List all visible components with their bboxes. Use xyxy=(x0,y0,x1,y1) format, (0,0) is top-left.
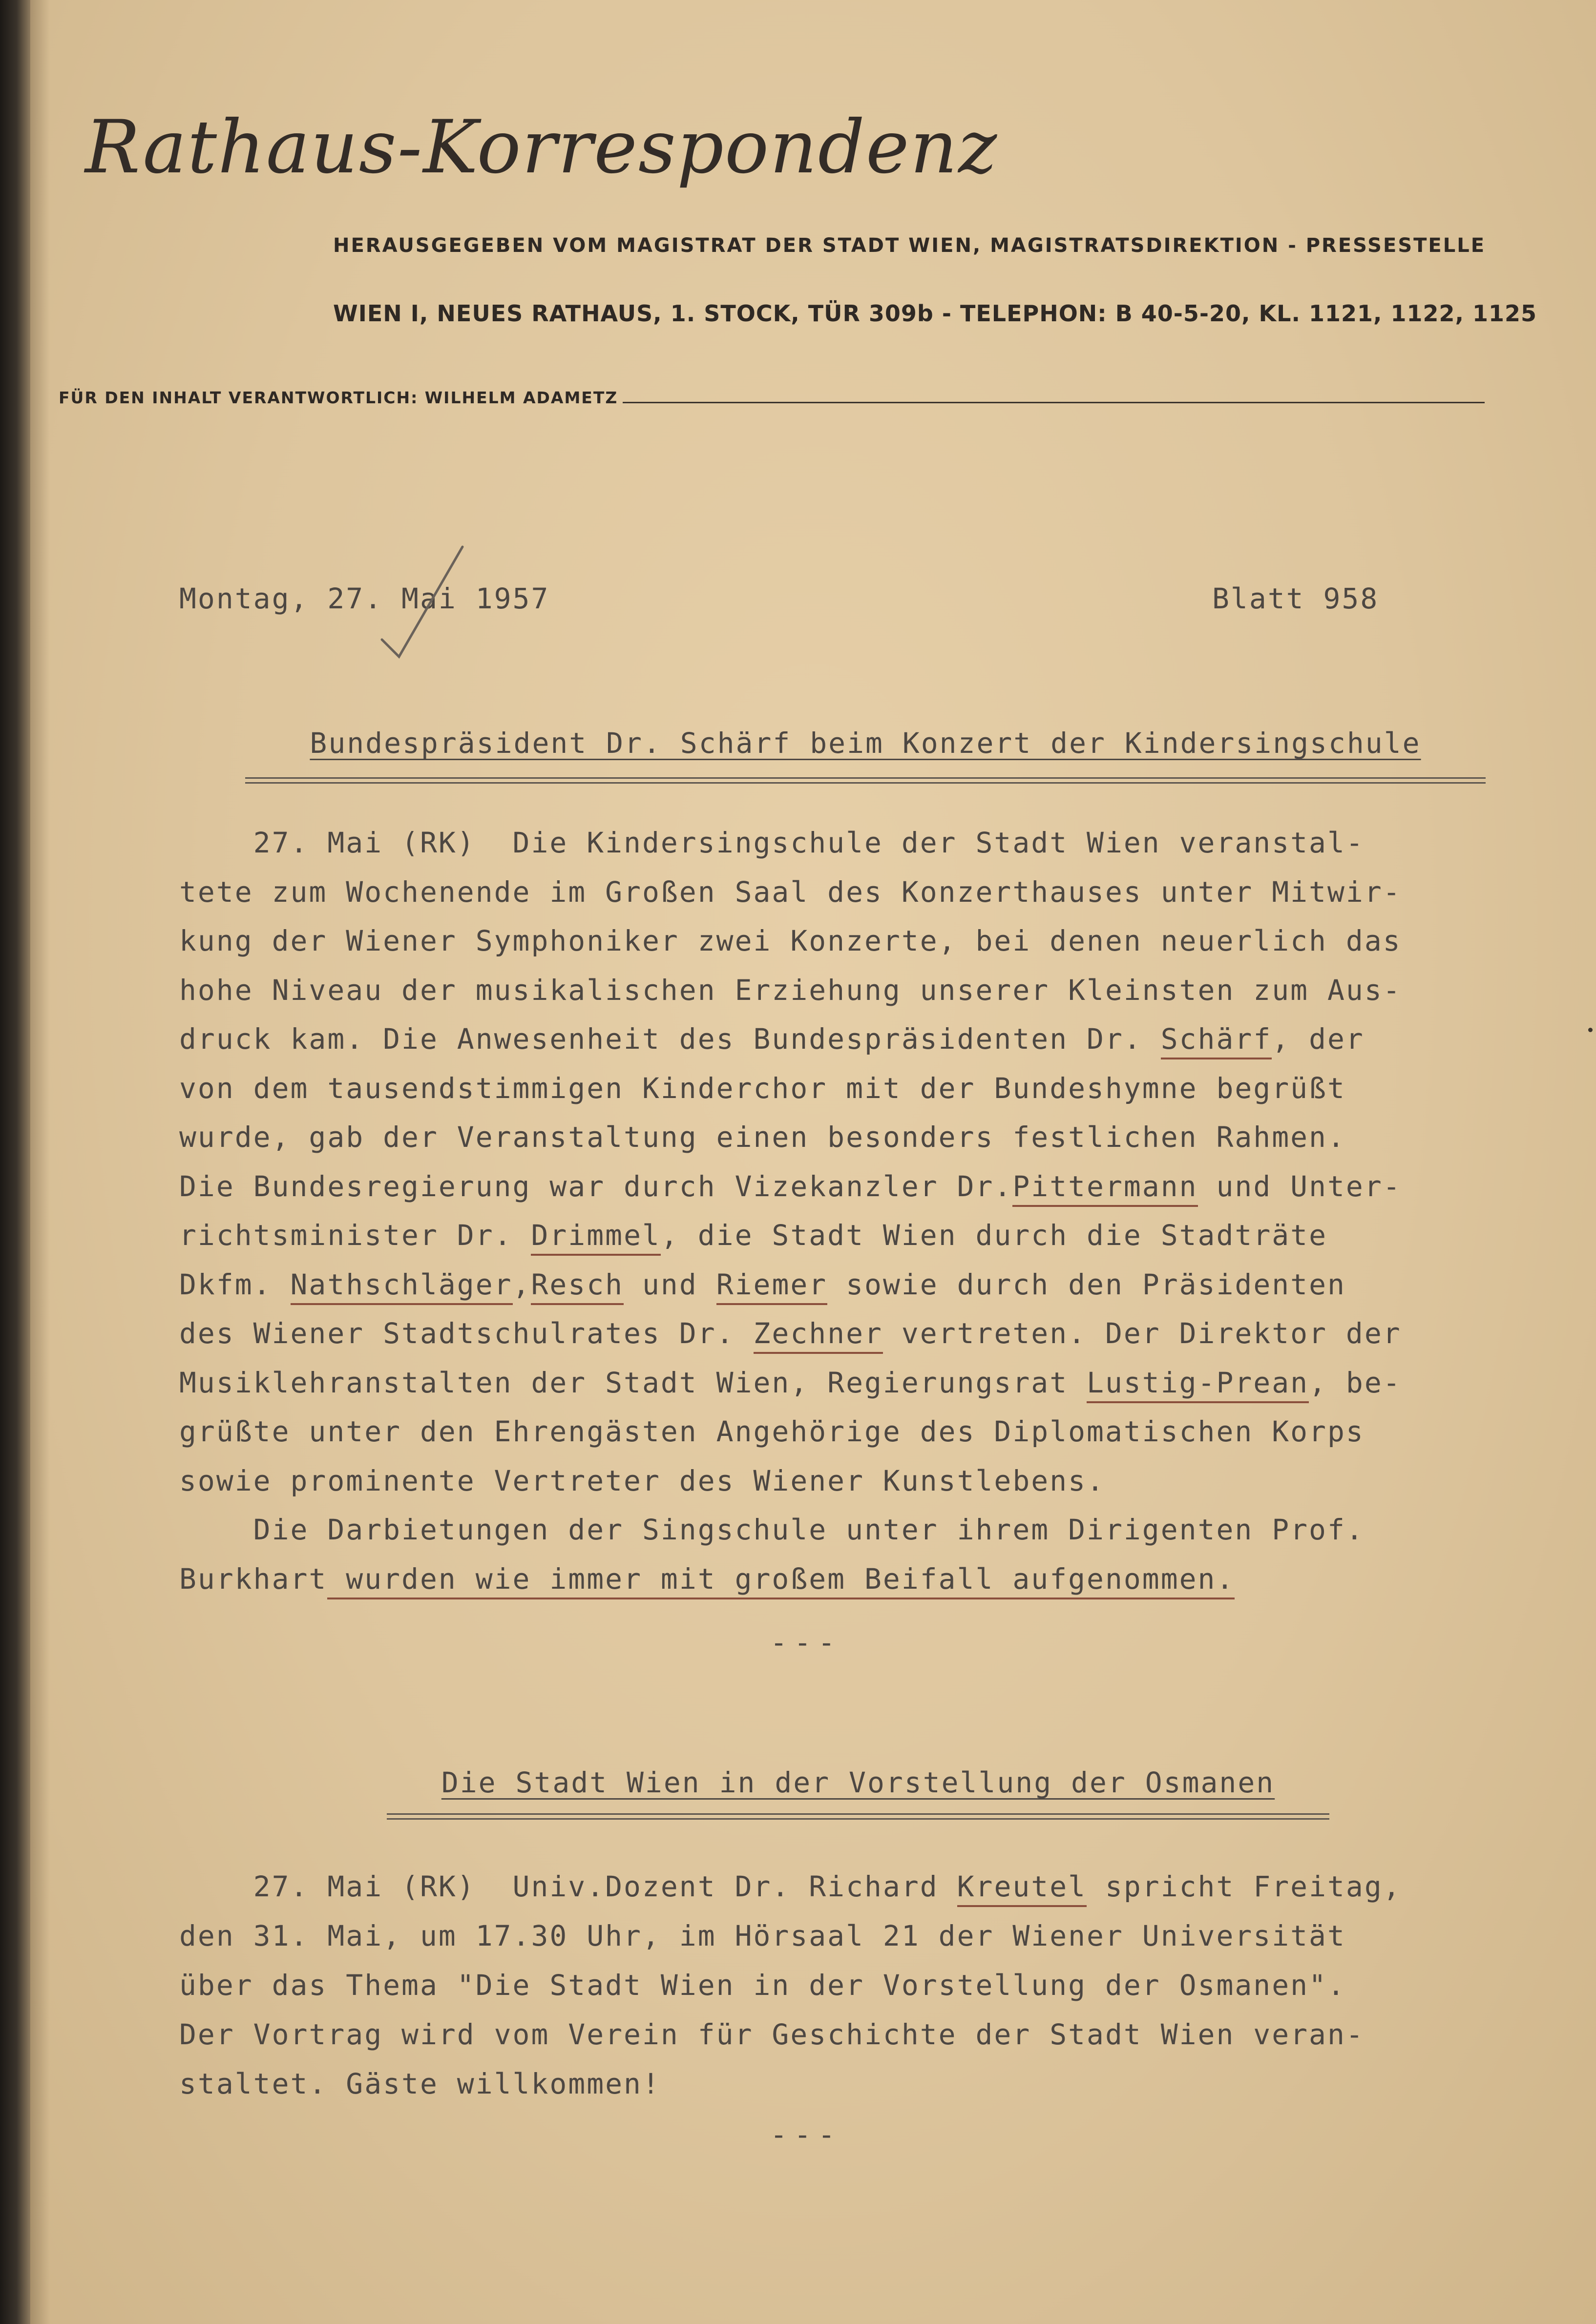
masthead-title: Rathaus-Korrespondenz xyxy=(85,105,998,190)
text-segment: den 31. Mai, um 17.30 Uhr, im Hörsaal 21 der Wiener Universität xyxy=(179,1919,1346,1952)
text-line xyxy=(179,1022,1365,1056)
text-line xyxy=(179,1366,1402,1399)
responsible-line: FÜR DEN INHALT VERANTWORTLICH: WILHELM ADAMETZ xyxy=(59,388,618,407)
text-segment: 27. Mai (RK) Die Kindersingschule der Stadt Wien veranstal- xyxy=(179,826,1365,859)
person-name: Riemer xyxy=(716,1268,828,1305)
title-double-rule xyxy=(387,1813,1329,1820)
text-line xyxy=(179,2020,1365,2049)
text-line xyxy=(179,1417,1365,1446)
text-segment: Musiklehranstalten der Stadt Wien, Regierungsrat xyxy=(179,1366,1087,1399)
text-line xyxy=(179,826,1365,859)
person-name: Lustig-Prean xyxy=(1087,1366,1309,1403)
article-title: Die Stadt Wien in der Vorstellung der Osmanen xyxy=(441,1766,1275,1799)
person-name: wurden wie immer mit großem Beifall aufgenommen. xyxy=(327,1562,1235,1599)
title-double-rule xyxy=(245,777,1486,784)
responsible-row xyxy=(59,378,1485,407)
checkmark-icon xyxy=(372,542,470,664)
text-segment: Der Vortrag wird vom Verein für Geschichte der Stadt Wien veran- xyxy=(179,2018,1365,2051)
text-line xyxy=(179,1319,1402,1348)
divider xyxy=(623,402,1485,403)
person-name: Nathschläger xyxy=(291,1268,513,1305)
text-segment: , xyxy=(512,1267,531,1301)
text-line xyxy=(179,1515,1365,1544)
address-line: WIEN I, NEUES RATHAUS, 1. STOCK, TÜR 309b - TELEPHON: B 40-5-20, KL. 1121, 1122, 1125 xyxy=(333,300,1537,327)
text-segment: hohe Niveau der musikalischen Erziehung unserer Kleinsten zum Aus- xyxy=(179,973,1402,1007)
text-segment: Burkhart xyxy=(179,1562,328,1596)
text-segment: von dem tausendstimmigen Kinderchor mit der Bundeshymne begrüßt xyxy=(179,1071,1346,1105)
text-segment: druck kam. Die Anwesenheit des Bundespräsidenten Dr. xyxy=(179,1022,1161,1056)
text-segment: des Wiener Stadtschulrates Dr. xyxy=(179,1317,754,1350)
article-separator: --- xyxy=(770,1626,842,1659)
text-segment: 27. Mai (RK) Univ.Dozent Dr. Richard xyxy=(179,1870,957,1903)
text-line xyxy=(179,1464,1105,1497)
text-line xyxy=(179,1071,1346,1105)
text-segment: sowie durch den Präsidenten xyxy=(827,1267,1346,1301)
text-segment: , der xyxy=(1272,1022,1365,1056)
text-line xyxy=(179,1872,1402,1901)
person-name: Drimmel xyxy=(531,1219,660,1256)
text-segment: richtsminister Dr. xyxy=(179,1219,531,1252)
text-segment: über das Thema "Die Stadt Wien in der Vorstellung der Osmanen". xyxy=(179,1969,1346,2002)
scan-binding-edge xyxy=(0,0,30,2324)
text-segment: und Unter- xyxy=(1197,1169,1402,1203)
person-name: Schärf xyxy=(1161,1022,1272,1059)
text-segment: kung der Wiener Symphoniker zwei Konzerte, bei denen neuerlich das xyxy=(179,924,1402,957)
text-line xyxy=(179,1562,1235,1596)
text-segment: wurde, gab der Veranstaltung einen besonders festlichen Rahmen. xyxy=(179,1120,1346,1154)
text-line xyxy=(179,2067,661,2100)
text-line xyxy=(179,1919,1346,1952)
text-segment: sowie prominente Vertreter des Wiener Kunstlebens. xyxy=(179,1464,1105,1497)
text-line xyxy=(179,1969,1346,2002)
person-name: Resch xyxy=(531,1268,624,1305)
text-line xyxy=(179,1169,1402,1203)
text-line xyxy=(179,1267,1346,1301)
text-segment: und xyxy=(624,1267,716,1301)
text-segment: staltet. Gäste willkommen! xyxy=(179,2067,661,2100)
text-segment: grüßte unter den Ehrengästen Angehörige des Diplomatischen Korps xyxy=(179,1415,1365,1448)
publisher-line: HERAUSGEGEBEN VOM MAGISTRAT DER STADT WIEN, MAGISTRATSDIREKTION - PRESSESTELLE xyxy=(333,234,1486,257)
text-segment: tete zum Wochenende im Großen Saal des Konzerthauses unter Mitwir- xyxy=(179,875,1402,909)
text-line xyxy=(179,1120,1346,1154)
dateline: Montag, 27. Mai 1957 xyxy=(179,582,550,615)
article-separator: --- xyxy=(770,2118,842,2151)
person-name: Pittermann xyxy=(1012,1170,1197,1207)
text-segment: Die Bundesregierung war durch Vizekanzler Dr. xyxy=(179,1169,1013,1203)
article-title: Bundespräsident Dr. Schärf beim Konzert der Kindersingschule xyxy=(310,726,1421,760)
text-segment: , be- xyxy=(1309,1366,1402,1399)
text-line xyxy=(179,875,1402,909)
document-page xyxy=(30,0,1596,2324)
text-segment: spricht Freitag, xyxy=(1087,1870,1402,1903)
text-line xyxy=(179,924,1402,957)
text-segment: vertreten. Der Direktor der xyxy=(882,1317,1402,1350)
text-line xyxy=(179,973,1402,1007)
ink-dot xyxy=(1588,1028,1593,1032)
text-line xyxy=(179,1219,1327,1252)
text-segment: , die Stadt Wien durch die Stadträte xyxy=(660,1219,1327,1252)
person-name: Kreutel xyxy=(957,1870,1087,1907)
text-segment: Dkfm. xyxy=(179,1267,291,1301)
person-name: Zechner xyxy=(754,1317,883,1354)
sheet-number: Blatt 958 xyxy=(1212,582,1379,615)
text-segment: Die Darbietungen der Singschule unter ihrem Dirigenten Prof. xyxy=(179,1513,1365,1546)
